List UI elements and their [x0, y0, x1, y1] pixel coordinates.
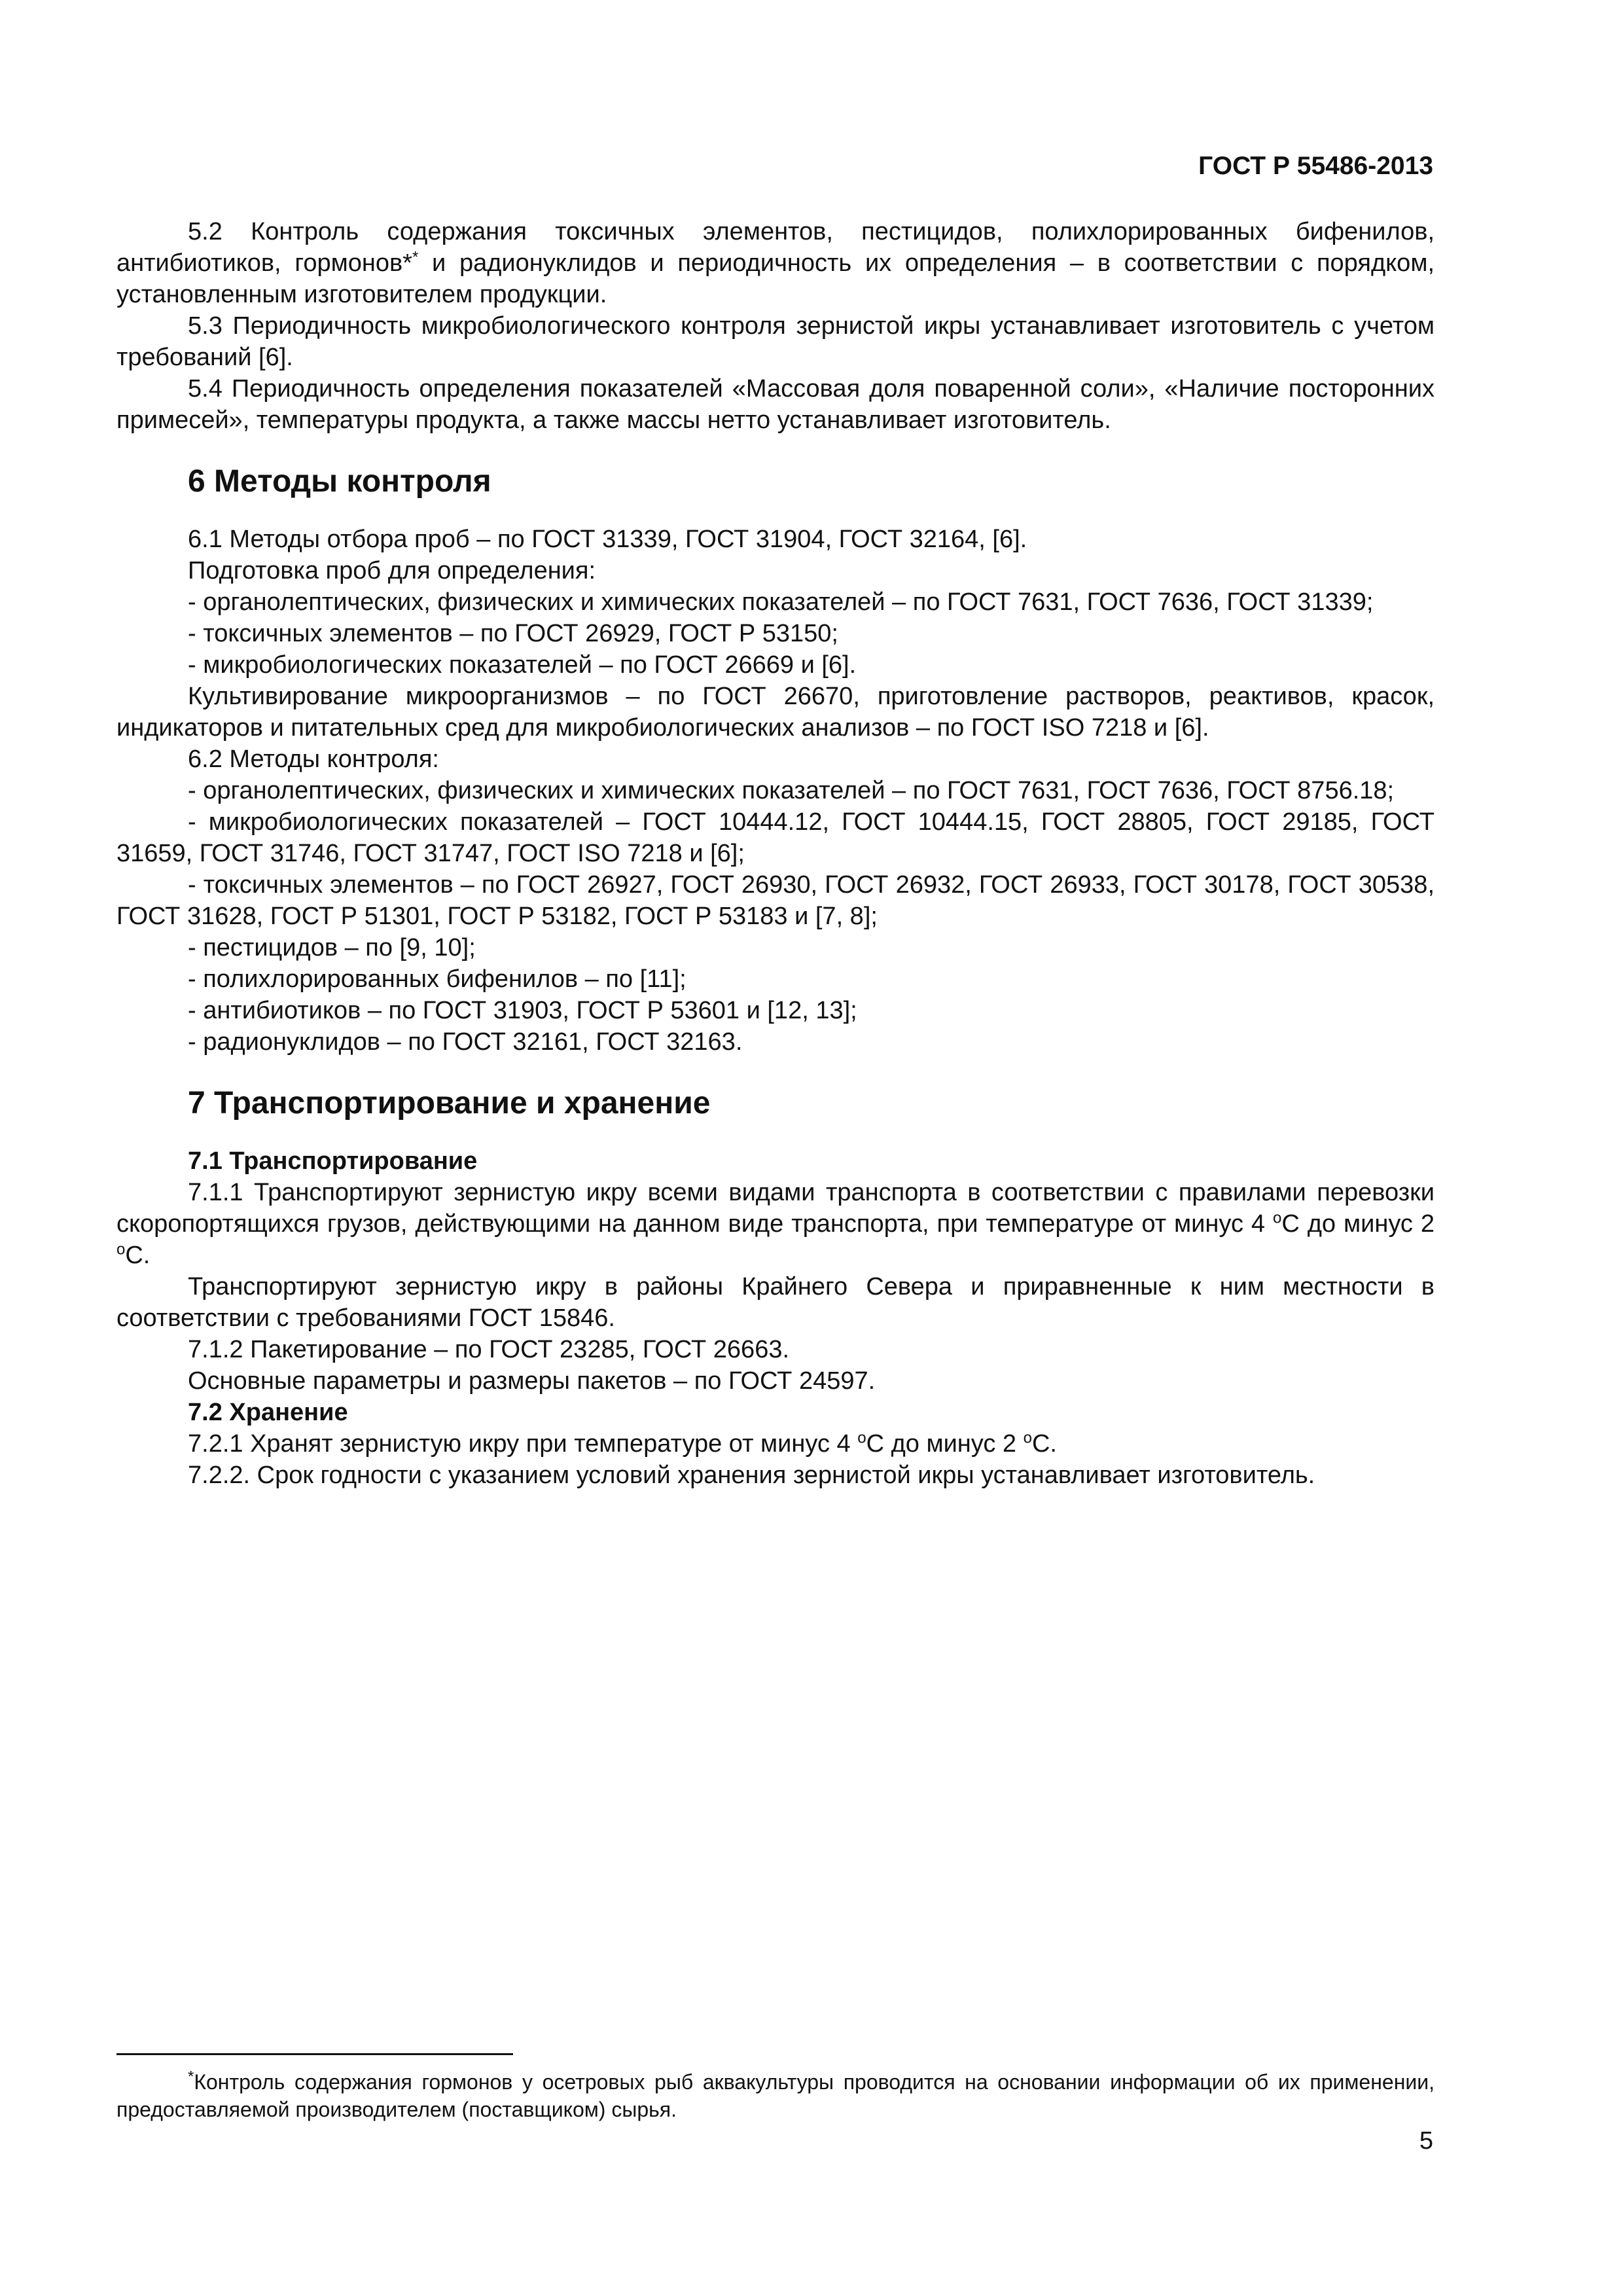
section-title-6: 6 Методы контроля — [188, 464, 491, 499]
footnote-mark: * — [188, 2068, 194, 2086]
page-header: ГОСТ Р 55486-2013 — [1198, 152, 1433, 180]
degree-sign: о — [116, 1240, 126, 1259]
paragraph-7-1-1-text-b: С до минус 2 — [1281, 1210, 1435, 1238]
far-north-paragraph: Транспортируют зернистую икру в районы Крайнего Севера и приравненные к ним местности в соответствии с требованиями ГОСТ 15846. — [116, 1273, 1435, 1332]
paragraph-7-1-1-text-a: 7.1.1 Транспортируют зернистую икру всеми видами транспорта в соответствии с правилами перевозки скоропортящихся грузов, действующими на данном виде транспорта, при температуре от минус 4 — [116, 1179, 1435, 1238]
paragraph-5-2 — [116, 216, 1435, 310]
degree-sign: о — [857, 1429, 866, 1447]
paragraph-7-1-1-text-c: С. — [125, 1242, 151, 1269]
paragraph-5-4: 5.4 Периодичность определения показателей «Массовая доля поваренной соли», «Наличие посторонних примесей», температуры продукта, а также массы нетто устанавливает изготовитель. — [116, 375, 1435, 434]
degree-sign: о — [1023, 1429, 1032, 1447]
footnote-text — [116, 2068, 1435, 2123]
paragraph-7-2-1-text-b: С до минус 2 — [866, 1430, 1024, 1458]
packaging-paragraph: Основные параметры и размеры пакетов – по ГОСТ 24597. — [188, 1367, 876, 1395]
paragraph-6-1: 6.1 Методы отбора проб – по ГОСТ 31339, ГОСТ 31904, ГОСТ 32164, [6]. — [188, 526, 1027, 553]
method-item-1: - органолептических, физических и химических показателей – по ГОСТ 7631, ГОСТ 7636, ГОСТ 8756.18; — [188, 777, 1395, 804]
paragraph-7-2-1 — [116, 1428, 1435, 1460]
paragraph-5-2-text-b: и радионуклидов и периодичность их определения – в соответствии с порядком, установленным изготовителем продукции. — [116, 249, 1435, 308]
page-number: 5 — [1419, 2127, 1433, 2155]
paragraph-7-2-2: 7.2.2. Срок годности с указанием условий хранения зернистой икры устанавливает изготовитель. — [188, 1462, 1315, 1489]
paragraph-6-2: 6.2 Методы контроля: — [188, 745, 439, 773]
method-item-5: - полихлорированных бифенилов – по [11]; — [188, 965, 687, 993]
method-item-2: - микробиологических показателей – ГОСТ 10444.12, ГОСТ 10444.15, ГОСТ 28805, ГОСТ 29185, ГОСТ 31659, ГОСТ 31746, ГОСТ 31747, ГОСТ ISO 7218 и [6]; — [116, 808, 1435, 867]
paragraph-5-3: 5.3 Периодичность микробиологического контроля зернистой икры устанавливает изготовитель с учетом требований [6]. — [116, 312, 1435, 371]
footnote — [116, 2068, 1435, 2123]
method-item-3: - токсичных элементов – по ГОСТ 26927, ГОСТ 26930, ГОСТ 26932, ГОСТ 26933, ГОСТ 30178, ГОСТ 30538, ГОСТ 31628, ГОСТ Р 51301, ГОСТ Р 53182, ГОСТ Р 53183 и [7, 8]; — [116, 871, 1435, 930]
paragraph-7-1-2: 7.1.2 Пакетирование – по ГОСТ 23285, ГОСТ 26663. — [188, 1336, 790, 1363]
method-item-6: - антибиотиков – по ГОСТ 31903, ГОСТ Р 53601 и [12, 13]; — [188, 997, 857, 1024]
method-item-4: - пестицидов – по [9, 10]; — [188, 934, 476, 961]
footnote-divider — [116, 2053, 513, 2055]
sample-prep-item-1: - органолептических, физических и химических показателей – по ГОСТ 7631, ГОСТ 7636, ГОСТ 31339; — [188, 588, 1374, 616]
footnote-ref: * — [412, 248, 419, 266]
section-title-7: 7 Транспортирование и хранение — [188, 1086, 711, 1121]
method-item-7: - радионуклидов – по ГОСТ 32161, ГОСТ 32163. — [188, 1028, 743, 1056]
subsection-7-2: 7.2 Хранение — [188, 1399, 348, 1426]
footnote-body: Контроль содержания гормонов у осетровых рыб аквакультуры проводится на основании информации об их применении, предоставляемой производителем (поставщиком) сырья. — [116, 2070, 1435, 2121]
paragraph-7-1-1 — [116, 1177, 1435, 1271]
paragraph-5-2-text-a: 5.2 Контроль содержания токсичных элементов, пестицидов, полихлорированных бифенилов, антибиотиков, гормонов* — [116, 218, 1435, 277]
sample-prep-item-2: - токсичных элементов – по ГОСТ 26929, ГОСТ Р 53150; — [188, 620, 838, 647]
subsection-7-1: 7.1 Транспортирование — [188, 1147, 478, 1175]
degree-sign: о — [1273, 1209, 1282, 1227]
paragraph-7-2-1-text-a: 7.2.1 Хранят зернистую икру при температуре от минус 4 — [188, 1430, 858, 1458]
sample-prep-item-3: - микробиологических показателей – по ГОСТ 26669 и [6]. — [188, 651, 857, 679]
paragraph-7-2-1-text-c: С. — [1031, 1430, 1057, 1458]
document-body — [116, 216, 1435, 1491]
cultivation-paragraph: Культивирование микроорганизмов – по ГОСТ 26670, приготовление растворов, реактивов, красок, индикаторов и питательных сред для микробиологических анализов – по ГОСТ ISO 7218 и [6]. — [116, 683, 1435, 742]
sample-prep-intro: Подготовка проб для определения: — [188, 557, 596, 584]
